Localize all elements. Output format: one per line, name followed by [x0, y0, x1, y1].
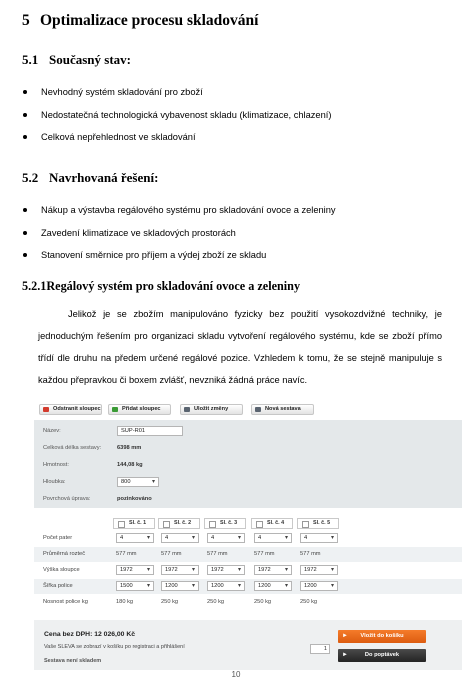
chapter-heading: 5 Optimalizace procesu skladování [22, 12, 259, 29]
depth-label: Hloubka: [43, 479, 66, 485]
section-heading-current: 5.1 Současný stav: [22, 52, 131, 67]
floors-select[interactable]: 4 ▾ [300, 533, 338, 543]
new-set-icon [255, 407, 261, 412]
weight-value: 144,08 kg [117, 462, 143, 468]
row-label: Výška sloupce [43, 567, 80, 573]
shelf-width-select[interactable]: 1200 ▾ [300, 581, 338, 591]
pitch-value: 577 mm [116, 551, 137, 557]
discount-note: Vaše SLEVA se zobrazí v košíku po registraci a přihlášení [44, 644, 185, 650]
proposed-solutions-list [22, 205, 336, 273]
set-properties-panel [34, 420, 462, 508]
add-column-button[interactable]: Přidat sloupec [108, 404, 171, 415]
height-select[interactable]: 1972 ▾ [207, 565, 245, 575]
pitch-value: 577 mm [161, 551, 182, 557]
columns-table [34, 513, 462, 610]
pitch-value: 577 mm [254, 551, 275, 557]
load-capacity-value: 250 kg [161, 599, 179, 605]
new-set-button[interactable]: Nová sestava [251, 404, 314, 415]
arrow-right-icon: ► [342, 633, 348, 639]
column-checkbox[interactable] [302, 521, 309, 528]
floors-select[interactable]: 4 ▾ [254, 533, 292, 543]
surface-label: Povrchová úprava: [43, 496, 91, 502]
save-icon [184, 407, 190, 412]
length-value: 6398 mm [117, 445, 142, 451]
remove-column-button[interactable]: Odstranit sloupec [39, 404, 102, 415]
pitch-value: 577 mm [207, 551, 228, 557]
row-label: Průměrná rozteč [43, 551, 86, 557]
load-capacity-value: 250 kg [254, 599, 272, 605]
list-item: Stanovení směrnice pro příjem a výdej zboží ze skladu [22, 250, 336, 273]
row-label: Šířka police [43, 583, 73, 589]
height-select[interactable]: 1972 ▾ [300, 565, 338, 575]
order-panel [34, 620, 462, 670]
column-header-3[interactable]: Sl. č. 3 [204, 518, 246, 529]
column-checkbox[interactable] [209, 521, 216, 528]
column-checkbox[interactable] [163, 521, 170, 528]
remove-column-icon [43, 407, 49, 412]
arrow-right-icon: ► [342, 652, 348, 658]
shelf-width-select[interactable]: 1200 ▾ [207, 581, 245, 591]
name-input[interactable]: SUP-R01 [117, 426, 183, 436]
body-paragraph: Jelikož je se zbožím manipulováno fyzicky bez použití vysokozdvižné techniky, je jednoduchým řešením pro organizaci skladu vytvoření regálového systému, kde se zboží přímo třídí dle druhu na předem určené regálové pozice. Vzhledem k tomu, že se stejně manipuluje s každou přepravkou či boxem zvlášť, nevzniká žádná práce navíc. [38, 309, 442, 385]
depth-select[interactable]: 800 ▾ [117, 477, 159, 487]
inquiry-button[interactable]: ► Do poptávek [338, 649, 426, 662]
table-row [34, 563, 331, 578]
shelving-configurator-screenshot [34, 398, 462, 670]
table-row [34, 547, 462, 562]
list-item: Zavedení klimatizace ve skladových prostorách [22, 228, 336, 251]
add-column-icon [112, 407, 118, 412]
quantity-input[interactable]: 1 [310, 644, 330, 654]
table-row [34, 595, 331, 610]
shelf-width-select[interactable]: 1500 ▾ [116, 581, 154, 591]
name-label: Název: [43, 428, 61, 434]
load-capacity-value: 180 kg [116, 599, 134, 605]
column-checkbox[interactable] [118, 521, 125, 528]
save-changes-button[interactable]: Uložit změny [180, 404, 243, 415]
table-row [34, 531, 331, 546]
price-label: Cena bez DPH: 12 026,00 Kč [44, 631, 136, 638]
height-select[interactable]: 1972 ▾ [254, 565, 292, 575]
row-label: Počet pater [43, 535, 73, 541]
list-item: Nedostatečná technologická vybavenost skladu (klimatizace, chlazení) [22, 110, 331, 133]
shelf-width-select[interactable]: 1200 ▾ [254, 581, 292, 591]
column-header-4[interactable]: Sl. č. 4 [251, 518, 293, 529]
table-row [34, 579, 462, 594]
surface-value: pozinkováno [117, 496, 152, 502]
column-header-5[interactable]: Sl. č. 5 [297, 518, 339, 529]
load-capacity-value: 250 kg [300, 599, 318, 605]
floors-select[interactable]: 4 ▾ [161, 533, 199, 543]
row-label: Nosnost police kg [43, 599, 88, 605]
column-header-2[interactable]: Sl. č. 2 [158, 518, 200, 529]
floors-select[interactable]: 4 ▾ [207, 533, 245, 543]
subsection-heading: 5.2.1Regálový systém pro skladování ovoce a zeleniny [22, 279, 301, 293]
stock-status: Sestava není skladem [44, 658, 102, 664]
height-select[interactable]: 1972 ▾ [161, 565, 199, 575]
current-state-list [22, 87, 331, 155]
list-item: Celková nepřehlednost ve skladování [22, 132, 331, 155]
length-label: Celková délka sestavy: [43, 445, 102, 451]
column-header-1[interactable]: Sl. č. 1 [113, 518, 155, 529]
page-number: 10 [231, 670, 241, 679]
add-to-cart-button[interactable]: ► Vložit do košíku [338, 630, 426, 643]
section-heading-proposed: 5.2 Navrhovaná řešení: [22, 170, 159, 185]
pitch-value: 577 mm [300, 551, 321, 557]
load-capacity-value: 250 kg [207, 599, 225, 605]
shelf-width-select[interactable]: 1200 ▾ [161, 581, 199, 591]
column-checkbox[interactable] [256, 521, 263, 528]
floors-select[interactable]: 4 ▾ [116, 533, 154, 543]
list-item: Nevhodný systém skladování pro zboží [22, 87, 331, 110]
height-select[interactable]: 1972 ▾ [116, 565, 154, 575]
weight-label: Hmotnost: [43, 462, 69, 468]
list-item: Nákup a výstavba regálového systému pro skladování ovoce a zeleniny [22, 205, 336, 228]
